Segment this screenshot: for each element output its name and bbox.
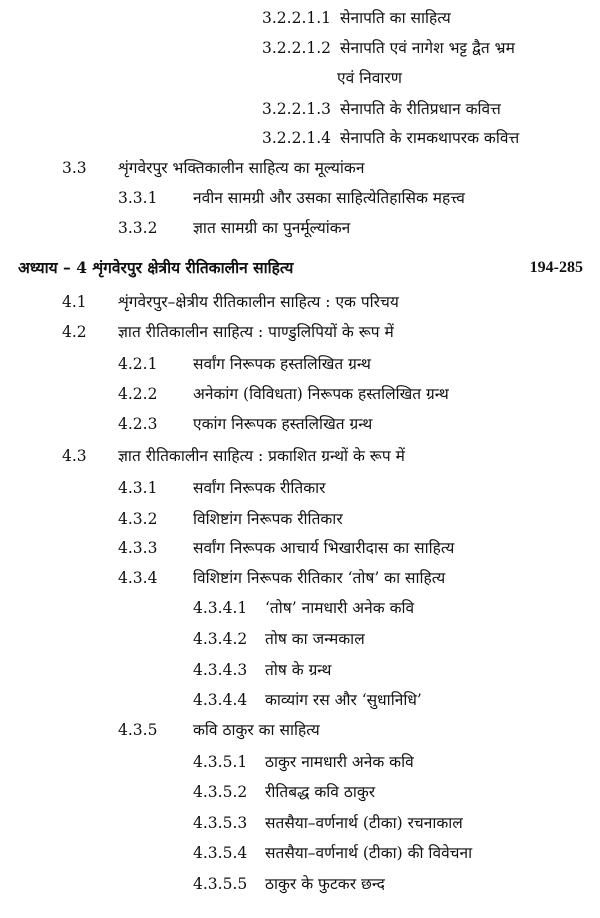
- entry-number: 4.3.4.3: [193, 661, 248, 679]
- entry-number: 4.3.4: [118, 569, 158, 587]
- entry-number: 3.3: [62, 159, 87, 177]
- entry-title: एकांग निरूपक हस्तलिखित ग्रन्थ: [193, 415, 373, 433]
- entry-title: सर्वांग निरूपक हस्तलिखित ग्रन्थ: [193, 355, 371, 373]
- entry-number: 4.3.3: [118, 539, 158, 557]
- entry-title: शृंगवेरपुर–क्षेत्रीय रीतिकालीन साहित्य : एक परिचय: [118, 293, 399, 311]
- entry-number: 4.3.4.1: [193, 599, 248, 617]
- chapter-page-range: 194-285: [529, 259, 583, 276]
- entry-number: 4.3.4.2: [193, 630, 248, 648]
- entry-title: ठाकुर के फुटकर छन्द: [265, 875, 385, 893]
- entry-title: ‘तोष’ नामधारी अनेक कवि: [265, 599, 415, 617]
- entry-title: तोष का जन्मकाल: [265, 630, 365, 648]
- entry-title: अनेकांग (विविधता) निरूपक हस्तलिखित ग्रन्थ: [193, 385, 449, 403]
- entry-number: 4.3.4.4: [193, 691, 248, 709]
- entry-title: सतसैया–वर्णनार्थ (टीका) की विवेचना: [265, 844, 473, 862]
- entry-number: 4.3: [62, 447, 87, 465]
- entry-number: 3.3.2: [118, 219, 158, 237]
- entry-title: ज्ञात रीतिकालीन साहित्य : पाण्डुलिपियों के रूप में: [118, 323, 394, 341]
- entry-title-continued: एवं निवारण: [337, 69, 402, 87]
- chapter-title: अध्याय – 4 शृंगवेरपुर क्षेत्रीय रीतिकालीन साहित्य: [18, 258, 294, 277]
- entry-title: कवि ठाकुर का साहित्य: [193, 721, 320, 739]
- entry-number: 4.1: [62, 293, 87, 311]
- entry-number: 4.3.5.1: [193, 753, 248, 771]
- entry-number: 4.3.5.4: [193, 844, 248, 862]
- entry-title: नवीन सामग्री और उसका साहित्येतिहासिक महत्त्व: [193, 189, 465, 207]
- entry-number: 4.2: [62, 323, 87, 341]
- entry-title: ठाकुर नामधारी अनेक कवि: [265, 753, 414, 771]
- entry-title: ज्ञात रीतिकालीन साहित्य : प्रकाशित ग्रन्थों के रूप में: [118, 447, 405, 465]
- entry-number: 4.2.3: [118, 415, 158, 433]
- entry-title: तोष के ग्रन्थ: [265, 661, 332, 679]
- entry-number: 4.2.1: [118, 355, 158, 373]
- entry-title: सेनापति एवं नागेश भट्ट द्वैत भ्रम: [340, 39, 515, 57]
- entry-number: 3.2.2.1.1: [262, 9, 332, 27]
- chapter-heading: [18, 258, 583, 278]
- entry-title: शृंगवेरपुर भक्तिकालीन साहित्य का मूल्यांकन: [118, 159, 365, 177]
- entry-number: 3.2.2.1.2: [262, 39, 332, 57]
- entry-title: ज्ञात सामग्री का पुनर्मूल्यांकन: [193, 219, 351, 237]
- entry-title: सतसैया–वर्णनार्थ (टीका) रचनाकाल: [265, 814, 463, 832]
- entry-number: 3.2.2.1.4: [262, 129, 332, 147]
- entry-number: 4.3.5.5: [193, 875, 248, 893]
- entry-title: विशिष्टांग निरूपक रीतिकार: [193, 510, 343, 528]
- entry-title: सेनापति का साहित्य: [340, 9, 451, 27]
- entry-number: 4.3.2: [118, 510, 158, 528]
- entry-title: सर्वांग निरूपक आचार्य भिखारीदास का साहित्य: [193, 539, 455, 557]
- entry-number: 4.3.5.2: [193, 783, 248, 801]
- entry-number: 4.3.5.3: [193, 814, 248, 832]
- entry-title: रीतिबद्ध कवि ठाकुर: [265, 783, 376, 801]
- entry-title: सर्वांग निरूपक रीतिकार: [193, 479, 326, 497]
- entry-title: विशिष्टांग निरूपक रीतिकार ‘तोष’ का साहित्य: [193, 569, 446, 587]
- entry-number: 4.2.2: [118, 385, 158, 403]
- entry-number: 3.2.2.1.3: [262, 100, 332, 118]
- entry-number: 4.3.1: [118, 479, 158, 497]
- entry-title: सेनापति के रामकथापरक कवित्त: [340, 129, 520, 147]
- entry-number: 3.3.1: [118, 189, 158, 207]
- entry-title: सेनापति के रीतिप्रधान कवित्त: [340, 100, 501, 118]
- entry-number: 4.3.5: [118, 721, 158, 739]
- entry-title: काव्यांग रस और ‘सुधानिधि’: [265, 691, 422, 709]
